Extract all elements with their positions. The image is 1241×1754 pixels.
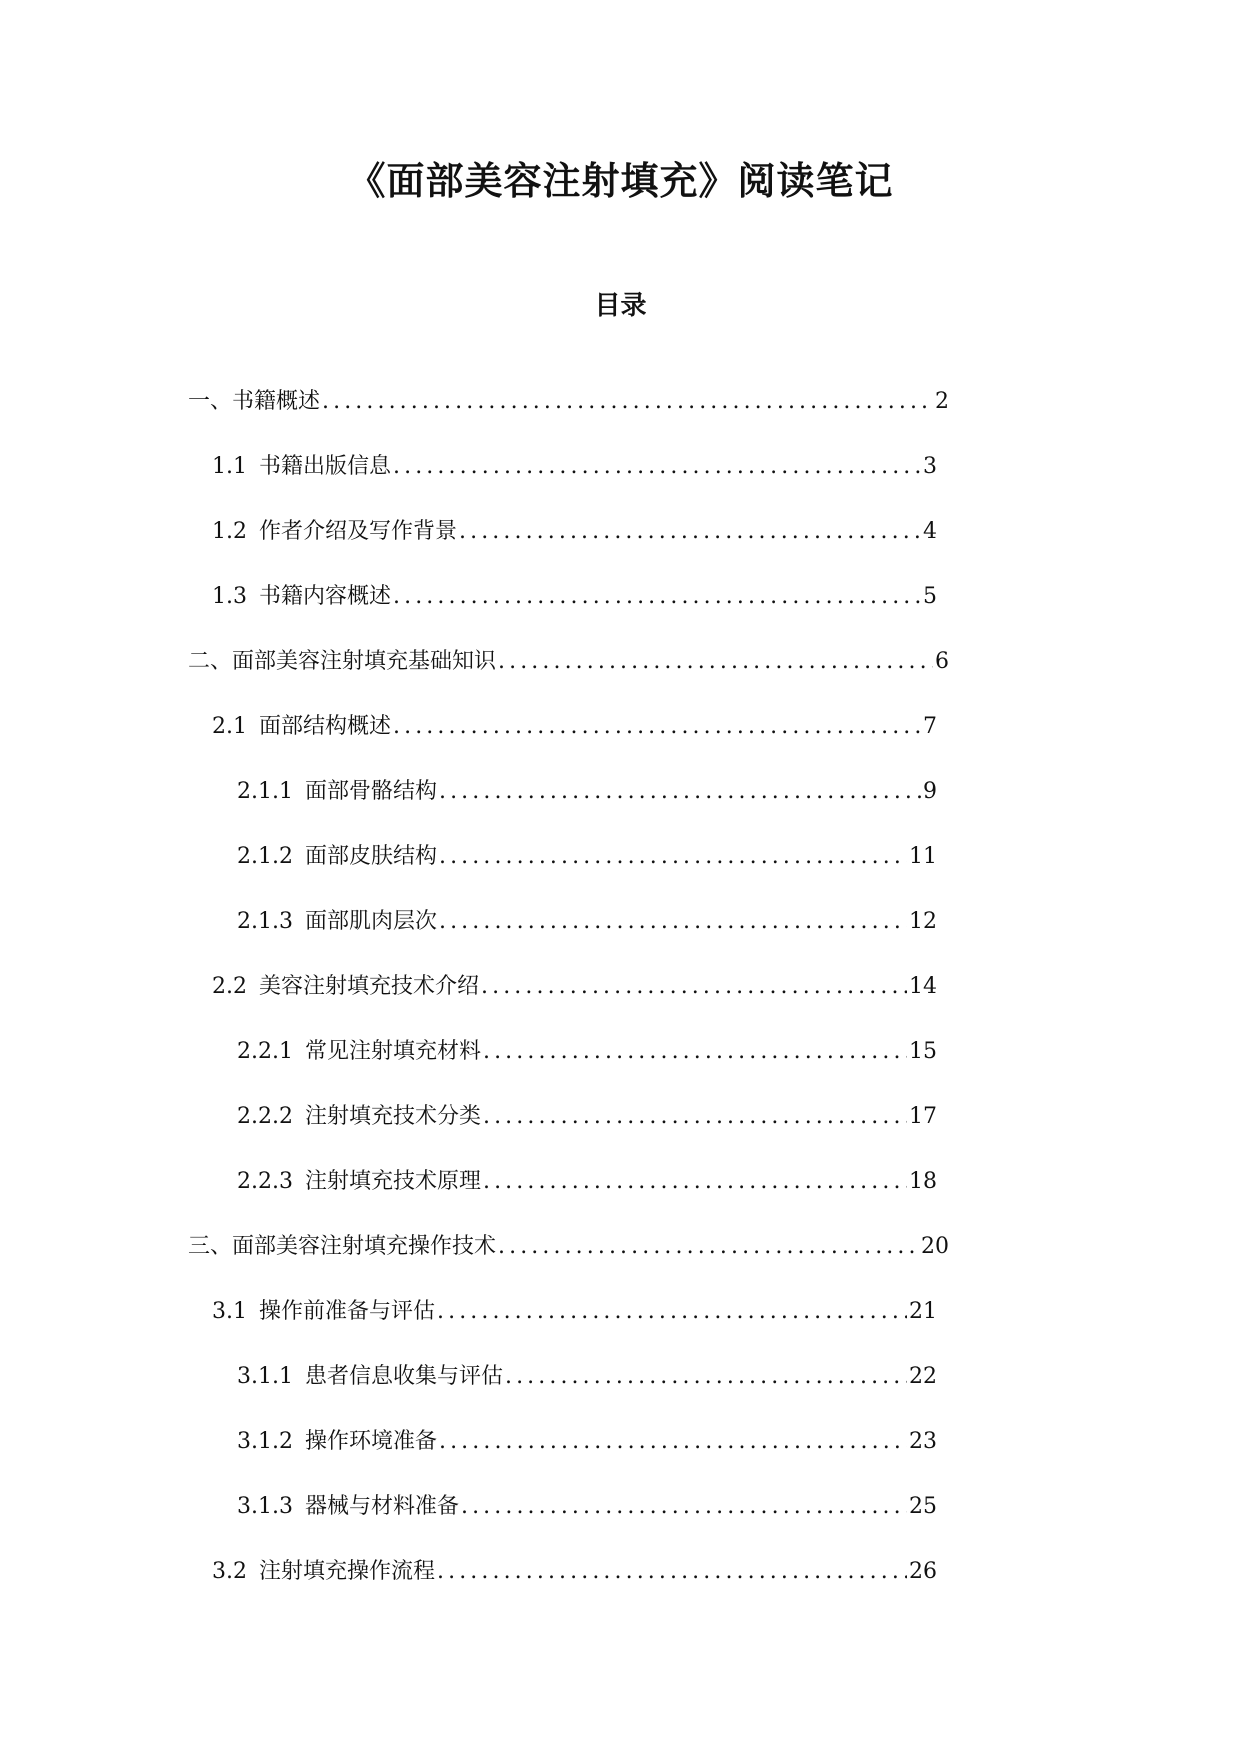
toc-dot-leader: [393, 451, 921, 483]
toc-dot-leader: [498, 1231, 919, 1263]
toc-entry-number: 一、: [188, 389, 233, 414]
toc-entry-page: 17: [909, 1104, 937, 1129]
toc-dot-leader: [505, 1361, 907, 1393]
toc-entry-page: 2: [935, 389, 949, 414]
toc-entry-number: 2.1: [212, 714, 247, 739]
toc-entry-number: 1.2: [212, 519, 247, 544]
toc-entry-page: 21: [909, 1299, 937, 1324]
toc-entry-title: 面部肌肉层次: [304, 909, 437, 934]
toc-entry-number: 2.2.2: [237, 1104, 293, 1129]
toc-dot-leader: [481, 971, 907, 1003]
toc-dot-leader: [439, 1426, 907, 1458]
toc-entry-page: 14: [909, 974, 937, 999]
toc-entry-page: 15: [909, 1039, 937, 1064]
toc-entry-title: 器械与材料准备: [304, 1494, 459, 1519]
toc-entry-page: 6: [935, 649, 949, 674]
toc-entry-number: 2.1.3: [237, 909, 293, 934]
toc-entry-number: 2.1.1: [237, 779, 293, 804]
toc-entry-title: 注射填充技术分类: [304, 1104, 481, 1129]
toc-entry-number: 2.2.1: [237, 1039, 293, 1064]
toc-entry-page: 22: [909, 1364, 937, 1389]
toc-dot-leader: [483, 1166, 907, 1198]
toc-dot-leader: [461, 1491, 907, 1523]
toc-entry-title: 操作环境准备: [304, 1429, 437, 1454]
toc-entry[interactable]: [237, 1361, 937, 1393]
toc-dot-leader: [483, 1036, 907, 1068]
toc-entry-page: 18: [909, 1169, 937, 1194]
toc-entry-page: 4: [923, 519, 937, 544]
toc-entry-title: 面部美容注射填充操作技术: [232, 1234, 497, 1259]
toc-entry[interactable]: [237, 1166, 937, 1198]
toc-entry-number: 2.1.2: [237, 844, 293, 869]
document-title: 《面部美容注射填充》阅读笔记: [347, 158, 894, 203]
toc-entry-title: 常见注射填充材料: [304, 1039, 481, 1064]
toc-entry-page: 3: [923, 454, 937, 479]
toc-entry-number: 3.1: [212, 1299, 247, 1324]
toc-dot-leader: [393, 581, 921, 613]
toc-entry-number: 3.2: [212, 1559, 247, 1584]
toc-entry-title: 书籍内容概述: [259, 584, 392, 609]
toc-dot-leader: [322, 386, 933, 418]
toc-entry[interactable]: [188, 1231, 949, 1263]
toc-entry-page: 12: [909, 909, 937, 934]
toc-dot-leader: [439, 776, 921, 808]
toc-entry[interactable]: [237, 841, 937, 873]
toc-entry[interactable]: [212, 516, 937, 548]
toc-entry[interactable]: [188, 386, 949, 418]
toc-entry-title: 面部骨骼结构: [304, 779, 437, 804]
toc-entry[interactable]: [212, 1296, 937, 1328]
toc-entry-title: 注射填充技术原理: [304, 1169, 481, 1194]
toc-entry[interactable]: [237, 1101, 937, 1133]
toc-entry-title: 书籍出版信息: [259, 454, 392, 479]
toc-entry-number: 1.3: [212, 584, 247, 609]
toc-entry-number: 3.1.2: [237, 1429, 293, 1454]
toc-entry-number: 二、: [188, 649, 233, 674]
toc-entry-title: 美容注射填充技术介绍: [259, 974, 480, 999]
toc-entry-number: 三、: [188, 1234, 233, 1259]
toc-entry[interactable]: [212, 451, 937, 483]
toc-entry[interactable]: [237, 1426, 937, 1458]
toc-entry[interactable]: [237, 776, 937, 808]
toc-dot-leader: [393, 711, 921, 743]
toc-dot-leader: [437, 1556, 907, 1588]
toc-entry[interactable]: [212, 1556, 937, 1588]
toc-entry-title: 面部皮肤结构: [304, 844, 437, 869]
toc-heading: 目录: [594, 291, 647, 321]
toc-entry[interactable]: [212, 971, 937, 1003]
toc-entry[interactable]: [212, 581, 937, 613]
toc-entry-page: 23: [909, 1429, 937, 1454]
toc-entry-title: 操作前准备与评估: [259, 1299, 436, 1324]
toc-entry-number: 3.1.3: [237, 1494, 293, 1519]
toc-entry-number: 1.1: [212, 454, 247, 479]
toc-entry-title: 书籍概述: [232, 389, 321, 414]
toc-dot-leader: [498, 646, 933, 678]
toc-entry-number: 2.2.3: [237, 1169, 293, 1194]
toc-entry-page: 5: [923, 584, 937, 609]
toc-entry-page: 26: [909, 1559, 937, 1584]
toc-entry-title: 面部结构概述: [259, 714, 392, 739]
toc-entry-page: 20: [921, 1234, 949, 1259]
toc-entry-title: 作者介绍及写作背景: [259, 519, 458, 544]
toc-entry[interactable]: [237, 1491, 937, 1523]
toc-dot-leader: [483, 1101, 907, 1133]
toc-dot-leader: [437, 1296, 907, 1328]
toc-entry-page: 11: [909, 844, 937, 869]
toc-dot-leader: [459, 516, 921, 548]
toc-entry-number: 3.1.1: [237, 1364, 293, 1389]
toc-entry-page: 9: [923, 779, 937, 804]
toc-dot-leader: [439, 906, 907, 938]
toc-entry-title: 患者信息收集与评估: [304, 1364, 503, 1389]
toc-entry-page: 25: [909, 1494, 937, 1519]
toc-entry[interactable]: [237, 1036, 937, 1068]
toc-entry-page: 7: [923, 714, 937, 739]
toc-dot-leader: [439, 841, 907, 873]
toc-entry[interactable]: [237, 906, 937, 938]
toc-entry[interactable]: [212, 711, 937, 743]
toc-entry[interactable]: [188, 646, 949, 678]
toc-entry-title: 注射填充操作流程: [259, 1559, 436, 1584]
toc-entry-title: 面部美容注射填充基础知识: [232, 649, 497, 674]
toc-entry-number: 2.2: [212, 974, 247, 999]
